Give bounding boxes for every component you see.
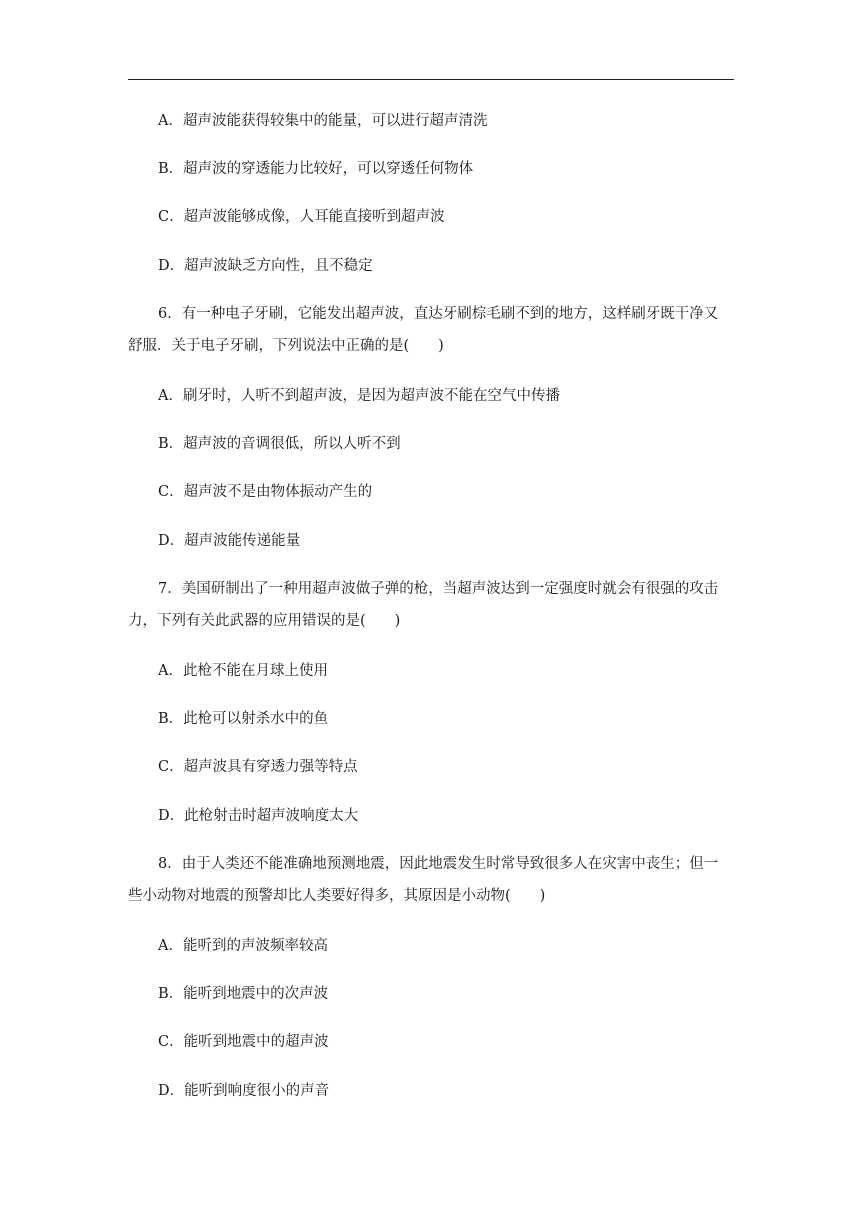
q7-option-d: D．此枪射击时超声波响度太大 (158, 808, 359, 824)
q5-option-d: D．超声波缺乏方向性，且不稳定 (158, 258, 373, 274)
q7-option-b: B．此枪可以射杀水中的鱼 (158, 711, 329, 727)
q6-option-d: D．超声波能传递能量 (158, 533, 301, 549)
q6-option-a: A．刷牙时，人听不到超声波，是因为超声波不能在空气中传播 (158, 388, 560, 404)
q6-option-b: B．超声波的音调很低，所以人听不到 (158, 436, 401, 452)
q6-stem-line1: 6．有一种电子牙刷，它能发出超声波，直达牙刷棕毛刷不到的地方，这样刷牙既干净又 (158, 306, 719, 322)
q7-option-a: A．此枪不能在月球上使用 (158, 663, 328, 679)
q5-option-c: C．超声波能够成像，人耳能直接听到超声波 (158, 209, 445, 225)
q8-option-d: D．能听到响度很小的声音 (158, 1083, 330, 1099)
q6-option-c: C．超声波不是由物体振动产生的 (158, 484, 373, 500)
q7-stem-line2: 力，下列有关此武器的应用错误的是( ) (128, 613, 401, 629)
q8-option-c: C．能听到地震中的超声波 (158, 1034, 329, 1050)
q8-stem-line1: 8．由于人类还不能准确地预测地震，因此地震发生时常导致很多人在灾害中丧生；但一 (158, 856, 719, 872)
q8-option-a: A．能听到的声波频率较高 (158, 938, 328, 954)
q8-stem-line2: 些小动物对地震的预警却比人类要好得多，其原因是小动物( ) (128, 888, 546, 904)
q8-option-b: B．能听到地震中的次声波 (158, 986, 329, 1002)
q5-option-b: B．超声波的穿透能力比较好，可以穿透任何物体 (158, 161, 474, 177)
q7-stem-line1: 7．美国研制出了一种用超声波做子弹的枪，当超声波达到一定强度时就会有很强的攻击 (158, 581, 719, 597)
header-rule (128, 79, 734, 80)
q5-option-a: A．超声波能获得较集中的能量，可以进行超声清洗 (158, 113, 488, 129)
q6-stem-line2: 舒服．关于电子牙刷，下列说法中正确的是( ) (128, 338, 444, 354)
q7-option-c: C．超声波具有穿透力强等特点 (158, 759, 358, 775)
